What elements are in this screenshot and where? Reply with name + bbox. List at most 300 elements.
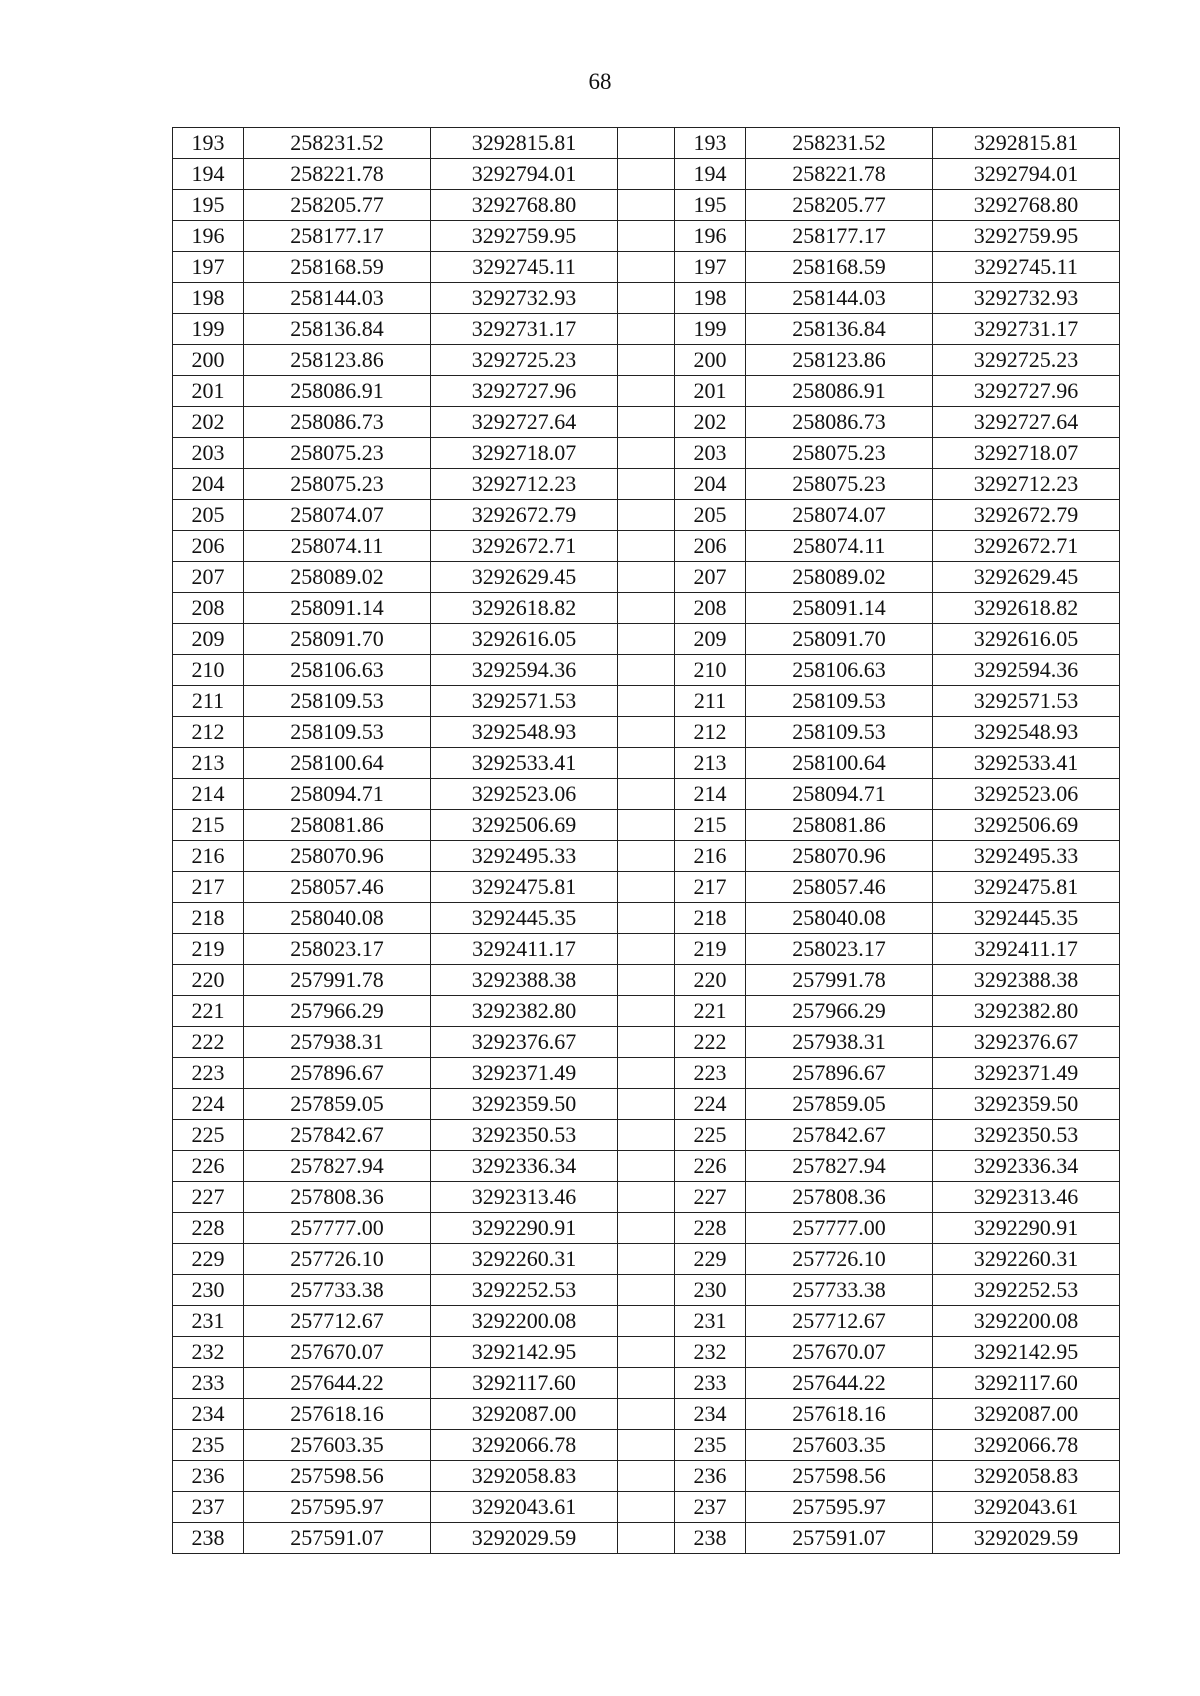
- empty-separator-cell: [618, 1089, 675, 1120]
- left-point-number-cell: 225: [173, 1120, 244, 1151]
- right-y-coordinate-cell: 3292672.79: [933, 500, 1120, 531]
- table-row: [173, 872, 1120, 903]
- empty-separator-cell: [618, 965, 675, 996]
- left-y-coordinate-cell: 3292672.79: [431, 500, 618, 531]
- right-x-coordinate-cell: 258070.96: [746, 841, 933, 872]
- empty-separator-cell: [618, 1306, 675, 1337]
- right-point-number-cell: 194: [675, 159, 746, 190]
- right-point-number-cell: 202: [675, 407, 746, 438]
- table-row: [173, 1058, 1120, 1089]
- table-row: [173, 1027, 1120, 1058]
- table-row: [173, 1492, 1120, 1523]
- right-y-coordinate-cell: 3292359.50: [933, 1089, 1120, 1120]
- right-y-coordinate-cell: 3292727.96: [933, 376, 1120, 407]
- left-y-coordinate-cell: 3292117.60: [431, 1368, 618, 1399]
- left-y-coordinate-cell: 3292732.93: [431, 283, 618, 314]
- right-x-coordinate-cell: 258144.03: [746, 283, 933, 314]
- left-x-coordinate-cell: 258040.08: [244, 903, 431, 934]
- right-y-coordinate-cell: 3292727.64: [933, 407, 1120, 438]
- empty-separator-cell: [618, 1120, 675, 1151]
- right-y-coordinate-cell: 3292066.78: [933, 1430, 1120, 1461]
- right-y-coordinate-cell: 3292616.05: [933, 624, 1120, 655]
- empty-separator-cell: [618, 1523, 675, 1554]
- right-y-coordinate-cell: 3292731.17: [933, 314, 1120, 345]
- table-row: [173, 128, 1120, 159]
- right-y-coordinate-cell: 3292117.60: [933, 1368, 1120, 1399]
- left-point-number-cell: 229: [173, 1244, 244, 1275]
- right-x-coordinate-cell: 258091.14: [746, 593, 933, 624]
- empty-separator-cell: [618, 1058, 675, 1089]
- empty-separator-cell: [618, 624, 675, 655]
- left-y-coordinate-cell: 3292629.45: [431, 562, 618, 593]
- table-row: [173, 438, 1120, 469]
- left-point-number-cell: 193: [173, 128, 244, 159]
- right-x-coordinate-cell: 257603.35: [746, 1430, 933, 1461]
- right-point-number-cell: 215: [675, 810, 746, 841]
- left-x-coordinate-cell: 258205.77: [244, 190, 431, 221]
- left-x-coordinate-cell: 258074.11: [244, 531, 431, 562]
- left-y-coordinate-cell: 3292718.07: [431, 438, 618, 469]
- right-y-coordinate-cell: 3292672.71: [933, 531, 1120, 562]
- left-y-coordinate-cell: 3292359.50: [431, 1089, 618, 1120]
- left-y-coordinate-cell: 3292745.11: [431, 252, 618, 283]
- empty-separator-cell: [618, 872, 675, 903]
- right-x-coordinate-cell: 258221.78: [746, 159, 933, 190]
- table-row: [173, 562, 1120, 593]
- table-row: [173, 1275, 1120, 1306]
- right-x-coordinate-cell: 257598.56: [746, 1461, 933, 1492]
- table-row: [173, 376, 1120, 407]
- left-x-coordinate-cell: 258109.53: [244, 717, 431, 748]
- left-point-number-cell: 236: [173, 1461, 244, 1492]
- right-point-number-cell: 203: [675, 438, 746, 469]
- right-point-number-cell: 199: [675, 314, 746, 345]
- left-point-number-cell: 223: [173, 1058, 244, 1089]
- table-row: [173, 810, 1120, 841]
- right-y-coordinate-cell: 3292759.95: [933, 221, 1120, 252]
- right-point-number-cell: 217: [675, 872, 746, 903]
- left-x-coordinate-cell: 257808.36: [244, 1182, 431, 1213]
- left-y-coordinate-cell: 3292618.82: [431, 593, 618, 624]
- right-y-coordinate-cell: 3292548.93: [933, 717, 1120, 748]
- left-x-coordinate-cell: 257670.07: [244, 1337, 431, 1368]
- left-y-coordinate-cell: 3292475.81: [431, 872, 618, 903]
- left-y-coordinate-cell: 3292731.17: [431, 314, 618, 345]
- right-y-coordinate-cell: 3292506.69: [933, 810, 1120, 841]
- left-point-number-cell: 211: [173, 686, 244, 717]
- right-y-coordinate-cell: 3292533.41: [933, 748, 1120, 779]
- right-y-coordinate-cell: 3292043.61: [933, 1492, 1120, 1523]
- empty-separator-cell: [618, 1461, 675, 1492]
- right-point-number-cell: 200: [675, 345, 746, 376]
- right-x-coordinate-cell: 258086.91: [746, 376, 933, 407]
- left-point-number-cell: 208: [173, 593, 244, 624]
- left-y-coordinate-cell: 3292087.00: [431, 1399, 618, 1430]
- right-y-coordinate-cell: 3292768.80: [933, 190, 1120, 221]
- right-point-number-cell: 237: [675, 1492, 746, 1523]
- left-x-coordinate-cell: 258075.23: [244, 438, 431, 469]
- left-y-coordinate-cell: 3292376.67: [431, 1027, 618, 1058]
- left-x-coordinate-cell: 257644.22: [244, 1368, 431, 1399]
- left-x-coordinate-cell: 258231.52: [244, 128, 431, 159]
- right-point-number-cell: 214: [675, 779, 746, 810]
- right-point-number-cell: 198: [675, 283, 746, 314]
- right-point-number-cell: 204: [675, 469, 746, 500]
- left-point-number-cell: 215: [173, 810, 244, 841]
- right-y-coordinate-cell: 3292725.23: [933, 345, 1120, 376]
- left-x-coordinate-cell: 258106.63: [244, 655, 431, 686]
- table-row: [173, 1244, 1120, 1275]
- left-point-number-cell: 212: [173, 717, 244, 748]
- left-y-coordinate-cell: 3292794.01: [431, 159, 618, 190]
- right-x-coordinate-cell: 258123.86: [746, 345, 933, 376]
- left-y-coordinate-cell: 3292260.31: [431, 1244, 618, 1275]
- table-row: [173, 1306, 1120, 1337]
- left-point-number-cell: 228: [173, 1213, 244, 1244]
- right-y-coordinate-cell: 3292313.46: [933, 1182, 1120, 1213]
- left-point-number-cell: 235: [173, 1430, 244, 1461]
- right-x-coordinate-cell: 258136.84: [746, 314, 933, 345]
- right-x-coordinate-cell: 257842.67: [746, 1120, 933, 1151]
- left-y-coordinate-cell: 3292571.53: [431, 686, 618, 717]
- right-y-coordinate-cell: 3292445.35: [933, 903, 1120, 934]
- table-row: [173, 965, 1120, 996]
- right-y-coordinate-cell: 3292260.31: [933, 1244, 1120, 1275]
- table-row: [173, 1182, 1120, 1213]
- right-y-coordinate-cell: 3292523.06: [933, 779, 1120, 810]
- left-x-coordinate-cell: 258075.23: [244, 469, 431, 500]
- left-x-coordinate-cell: 257733.38: [244, 1275, 431, 1306]
- right-y-coordinate-cell: 3292629.45: [933, 562, 1120, 593]
- left-x-coordinate-cell: 257591.07: [244, 1523, 431, 1554]
- right-y-coordinate-cell: 3292815.81: [933, 128, 1120, 159]
- page-number: 68: [588, 69, 612, 94]
- empty-separator-cell: [618, 841, 675, 872]
- empty-separator-cell: [618, 562, 675, 593]
- left-y-coordinate-cell: 3292533.41: [431, 748, 618, 779]
- right-y-coordinate-cell: 3292087.00: [933, 1399, 1120, 1430]
- table-row: [173, 314, 1120, 345]
- right-y-coordinate-cell: 3292350.53: [933, 1120, 1120, 1151]
- right-y-coordinate-cell: 3292376.67: [933, 1027, 1120, 1058]
- right-x-coordinate-cell: 258100.64: [746, 748, 933, 779]
- table-row: [173, 283, 1120, 314]
- empty-separator-cell: [618, 655, 675, 686]
- table-row: [173, 996, 1120, 1027]
- left-point-number-cell: 238: [173, 1523, 244, 1554]
- right-point-number-cell: 222: [675, 1027, 746, 1058]
- right-x-coordinate-cell: 257618.16: [746, 1399, 933, 1430]
- left-point-number-cell: 197: [173, 252, 244, 283]
- empty-separator-cell: [618, 779, 675, 810]
- right-point-number-cell: 210: [675, 655, 746, 686]
- left-x-coordinate-cell: 258123.86: [244, 345, 431, 376]
- table-row: [173, 903, 1120, 934]
- left-x-coordinate-cell: 257777.00: [244, 1213, 431, 1244]
- empty-separator-cell: [618, 1275, 675, 1306]
- empty-separator-cell: [618, 190, 675, 221]
- table-row: [173, 407, 1120, 438]
- empty-separator-cell: [618, 1182, 675, 1213]
- left-point-number-cell: 226: [173, 1151, 244, 1182]
- left-x-coordinate-cell: 258023.17: [244, 934, 431, 965]
- right-x-coordinate-cell: 258023.17: [746, 934, 933, 965]
- left-point-number-cell: 231: [173, 1306, 244, 1337]
- right-point-number-cell: 220: [675, 965, 746, 996]
- empty-separator-cell: [618, 1151, 675, 1182]
- right-point-number-cell: 228: [675, 1213, 746, 1244]
- left-y-coordinate-cell: 3292382.80: [431, 996, 618, 1027]
- left-y-coordinate-cell: 3292727.96: [431, 376, 618, 407]
- right-x-coordinate-cell: 258091.70: [746, 624, 933, 655]
- left-point-number-cell: 237: [173, 1492, 244, 1523]
- empty-separator-cell: [618, 1368, 675, 1399]
- empty-separator-cell: [618, 1399, 675, 1430]
- right-x-coordinate-cell: 258094.71: [746, 779, 933, 810]
- left-point-number-cell: 218: [173, 903, 244, 934]
- right-point-number-cell: 221: [675, 996, 746, 1027]
- right-y-coordinate-cell: 3292794.01: [933, 159, 1120, 190]
- left-y-coordinate-cell: 3292815.81: [431, 128, 618, 159]
- left-y-coordinate-cell: 3292029.59: [431, 1523, 618, 1554]
- empty-separator-cell: [618, 283, 675, 314]
- table-row: [173, 1368, 1120, 1399]
- right-x-coordinate-cell: 258109.53: [746, 717, 933, 748]
- empty-separator-cell: [618, 1337, 675, 1368]
- empty-separator-cell: [618, 159, 675, 190]
- empty-separator-cell: [618, 903, 675, 934]
- right-x-coordinate-cell: 258086.73: [746, 407, 933, 438]
- table-row: [173, 345, 1120, 376]
- empty-separator-cell: [618, 469, 675, 500]
- left-y-coordinate-cell: 3292768.80: [431, 190, 618, 221]
- left-point-number-cell: 224: [173, 1089, 244, 1120]
- left-y-coordinate-cell: 3292523.06: [431, 779, 618, 810]
- right-x-coordinate-cell: 257966.29: [746, 996, 933, 1027]
- table-row: [173, 1151, 1120, 1182]
- right-point-number-cell: 193: [675, 128, 746, 159]
- right-point-number-cell: 211: [675, 686, 746, 717]
- right-x-coordinate-cell: 257726.10: [746, 1244, 933, 1275]
- left-y-coordinate-cell: 3292388.38: [431, 965, 618, 996]
- right-point-number-cell: 196: [675, 221, 746, 252]
- left-y-coordinate-cell: 3292200.08: [431, 1306, 618, 1337]
- right-point-number-cell: 201: [675, 376, 746, 407]
- left-point-number-cell: 230: [173, 1275, 244, 1306]
- coordinates-table: [172, 127, 1120, 1554]
- left-point-number-cell: 194: [173, 159, 244, 190]
- left-y-coordinate-cell: 3292313.46: [431, 1182, 618, 1213]
- empty-separator-cell: [618, 1244, 675, 1275]
- right-point-number-cell: 219: [675, 934, 746, 965]
- left-x-coordinate-cell: 258074.07: [244, 500, 431, 531]
- empty-separator-cell: [618, 314, 675, 345]
- right-point-number-cell: 236: [675, 1461, 746, 1492]
- left-y-coordinate-cell: 3292252.53: [431, 1275, 618, 1306]
- empty-separator-cell: [618, 717, 675, 748]
- left-y-coordinate-cell: 3292725.23: [431, 345, 618, 376]
- right-y-coordinate-cell: 3292290.91: [933, 1213, 1120, 1244]
- right-x-coordinate-cell: 257938.31: [746, 1027, 933, 1058]
- left-point-number-cell: 234: [173, 1399, 244, 1430]
- left-point-number-cell: 196: [173, 221, 244, 252]
- left-point-number-cell: 198: [173, 283, 244, 314]
- coordinates-table-body: [173, 128, 1120, 1554]
- right-y-coordinate-cell: 3292029.59: [933, 1523, 1120, 1554]
- right-point-number-cell: 233: [675, 1368, 746, 1399]
- right-y-coordinate-cell: 3292495.33: [933, 841, 1120, 872]
- left-point-number-cell: 210: [173, 655, 244, 686]
- right-x-coordinate-cell: 257733.38: [746, 1275, 933, 1306]
- table-row: [173, 1337, 1120, 1368]
- right-y-coordinate-cell: 3292388.38: [933, 965, 1120, 996]
- left-y-coordinate-cell: 3292411.17: [431, 934, 618, 965]
- right-point-number-cell: 229: [675, 1244, 746, 1275]
- right-y-coordinate-cell: 3292745.11: [933, 252, 1120, 283]
- right-point-number-cell: 225: [675, 1120, 746, 1151]
- table-row: [173, 1399, 1120, 1430]
- empty-separator-cell: [618, 934, 675, 965]
- left-x-coordinate-cell: 257991.78: [244, 965, 431, 996]
- right-y-coordinate-cell: 3292594.36: [933, 655, 1120, 686]
- left-x-coordinate-cell: 257726.10: [244, 1244, 431, 1275]
- right-x-coordinate-cell: 257591.07: [746, 1523, 933, 1554]
- right-y-coordinate-cell: 3292142.95: [933, 1337, 1120, 1368]
- right-x-coordinate-cell: 258057.46: [746, 872, 933, 903]
- empty-separator-cell: [618, 407, 675, 438]
- empty-separator-cell: [618, 810, 675, 841]
- left-x-coordinate-cell: 257827.94: [244, 1151, 431, 1182]
- empty-separator-cell: [618, 252, 675, 283]
- left-x-coordinate-cell: 258177.17: [244, 221, 431, 252]
- table-row: [173, 1523, 1120, 1554]
- right-x-coordinate-cell: 258109.53: [746, 686, 933, 717]
- left-x-coordinate-cell: 258070.96: [244, 841, 431, 872]
- empty-separator-cell: [618, 686, 675, 717]
- left-x-coordinate-cell: 258168.59: [244, 252, 431, 283]
- left-y-coordinate-cell: 3292616.05: [431, 624, 618, 655]
- right-x-coordinate-cell: 258106.63: [746, 655, 933, 686]
- right-point-number-cell: 212: [675, 717, 746, 748]
- left-x-coordinate-cell: 258086.73: [244, 407, 431, 438]
- right-x-coordinate-cell: 257712.67: [746, 1306, 933, 1337]
- right-y-coordinate-cell: 3292475.81: [933, 872, 1120, 903]
- left-x-coordinate-cell: 257966.29: [244, 996, 431, 1027]
- left-x-coordinate-cell: 258086.91: [244, 376, 431, 407]
- right-x-coordinate-cell: 258075.23: [746, 469, 933, 500]
- left-point-number-cell: 227: [173, 1182, 244, 1213]
- left-point-number-cell: 204: [173, 469, 244, 500]
- empty-separator-cell: [618, 996, 675, 1027]
- empty-separator-cell: [618, 1430, 675, 1461]
- table-row: [173, 469, 1120, 500]
- left-point-number-cell: 213: [173, 748, 244, 779]
- right-point-number-cell: 234: [675, 1399, 746, 1430]
- table-row: [173, 159, 1120, 190]
- right-point-number-cell: 208: [675, 593, 746, 624]
- right-y-coordinate-cell: 3292252.53: [933, 1275, 1120, 1306]
- left-point-number-cell: 217: [173, 872, 244, 903]
- table-row: [173, 190, 1120, 221]
- right-y-coordinate-cell: 3292411.17: [933, 934, 1120, 965]
- right-x-coordinate-cell: 258075.23: [746, 438, 933, 469]
- right-point-number-cell: 195: [675, 190, 746, 221]
- right-y-coordinate-cell: 3292371.49: [933, 1058, 1120, 1089]
- empty-separator-cell: [618, 221, 675, 252]
- table-row: [173, 1430, 1120, 1461]
- left-x-coordinate-cell: 257859.05: [244, 1089, 431, 1120]
- right-y-coordinate-cell: 3292718.07: [933, 438, 1120, 469]
- empty-separator-cell: [618, 1213, 675, 1244]
- left-point-number-cell: 209: [173, 624, 244, 655]
- right-x-coordinate-cell: 258231.52: [746, 128, 933, 159]
- right-x-coordinate-cell: 257827.94: [746, 1151, 933, 1182]
- right-y-coordinate-cell: 3292571.53: [933, 686, 1120, 717]
- left-y-coordinate-cell: 3292495.33: [431, 841, 618, 872]
- right-y-coordinate-cell: 3292712.23: [933, 469, 1120, 500]
- left-x-coordinate-cell: 257712.67: [244, 1306, 431, 1337]
- left-x-coordinate-cell: 257598.56: [244, 1461, 431, 1492]
- left-point-number-cell: 221: [173, 996, 244, 1027]
- right-y-coordinate-cell: 3292200.08: [933, 1306, 1120, 1337]
- right-point-number-cell: 238: [675, 1523, 746, 1554]
- right-x-coordinate-cell: 257896.67: [746, 1058, 933, 1089]
- right-x-coordinate-cell: 257595.97: [746, 1492, 933, 1523]
- left-x-coordinate-cell: 257595.97: [244, 1492, 431, 1523]
- left-point-number-cell: 222: [173, 1027, 244, 1058]
- left-y-coordinate-cell: 3292594.36: [431, 655, 618, 686]
- right-x-coordinate-cell: 258081.86: [746, 810, 933, 841]
- left-y-coordinate-cell: 3292445.35: [431, 903, 618, 934]
- right-point-number-cell: 224: [675, 1089, 746, 1120]
- left-x-coordinate-cell: 258081.86: [244, 810, 431, 841]
- left-y-coordinate-cell: 3292548.93: [431, 717, 618, 748]
- right-point-number-cell: 213: [675, 748, 746, 779]
- right-x-coordinate-cell: 258089.02: [746, 562, 933, 593]
- table-row: [173, 1461, 1120, 1492]
- right-y-coordinate-cell: 3292732.93: [933, 283, 1120, 314]
- left-point-number-cell: 232: [173, 1337, 244, 1368]
- table-row: [173, 221, 1120, 252]
- left-point-number-cell: 202: [173, 407, 244, 438]
- left-point-number-cell: 219: [173, 934, 244, 965]
- left-y-coordinate-cell: 3292672.71: [431, 531, 618, 562]
- left-x-coordinate-cell: 258144.03: [244, 283, 431, 314]
- empty-separator-cell: [618, 345, 675, 376]
- left-x-coordinate-cell: 258221.78: [244, 159, 431, 190]
- right-point-number-cell: 205: [675, 500, 746, 531]
- right-point-number-cell: 218: [675, 903, 746, 934]
- left-y-coordinate-cell: 3292142.95: [431, 1337, 618, 1368]
- right-point-number-cell: 207: [675, 562, 746, 593]
- right-y-coordinate-cell: 3292618.82: [933, 593, 1120, 624]
- left-y-coordinate-cell: 3292350.53: [431, 1120, 618, 1151]
- empty-separator-cell: [618, 593, 675, 624]
- left-x-coordinate-cell: 258057.46: [244, 872, 431, 903]
- left-x-coordinate-cell: 257842.67: [244, 1120, 431, 1151]
- left-y-coordinate-cell: 3292336.34: [431, 1151, 618, 1182]
- table-row: [173, 252, 1120, 283]
- empty-separator-cell: [618, 1027, 675, 1058]
- empty-separator-cell: [618, 748, 675, 779]
- table-row: [173, 593, 1120, 624]
- empty-separator-cell: [618, 500, 675, 531]
- table-row: [173, 779, 1120, 810]
- left-x-coordinate-cell: 258091.14: [244, 593, 431, 624]
- left-y-coordinate-cell: 3292066.78: [431, 1430, 618, 1461]
- table-row: [173, 1213, 1120, 1244]
- table-row: [173, 841, 1120, 872]
